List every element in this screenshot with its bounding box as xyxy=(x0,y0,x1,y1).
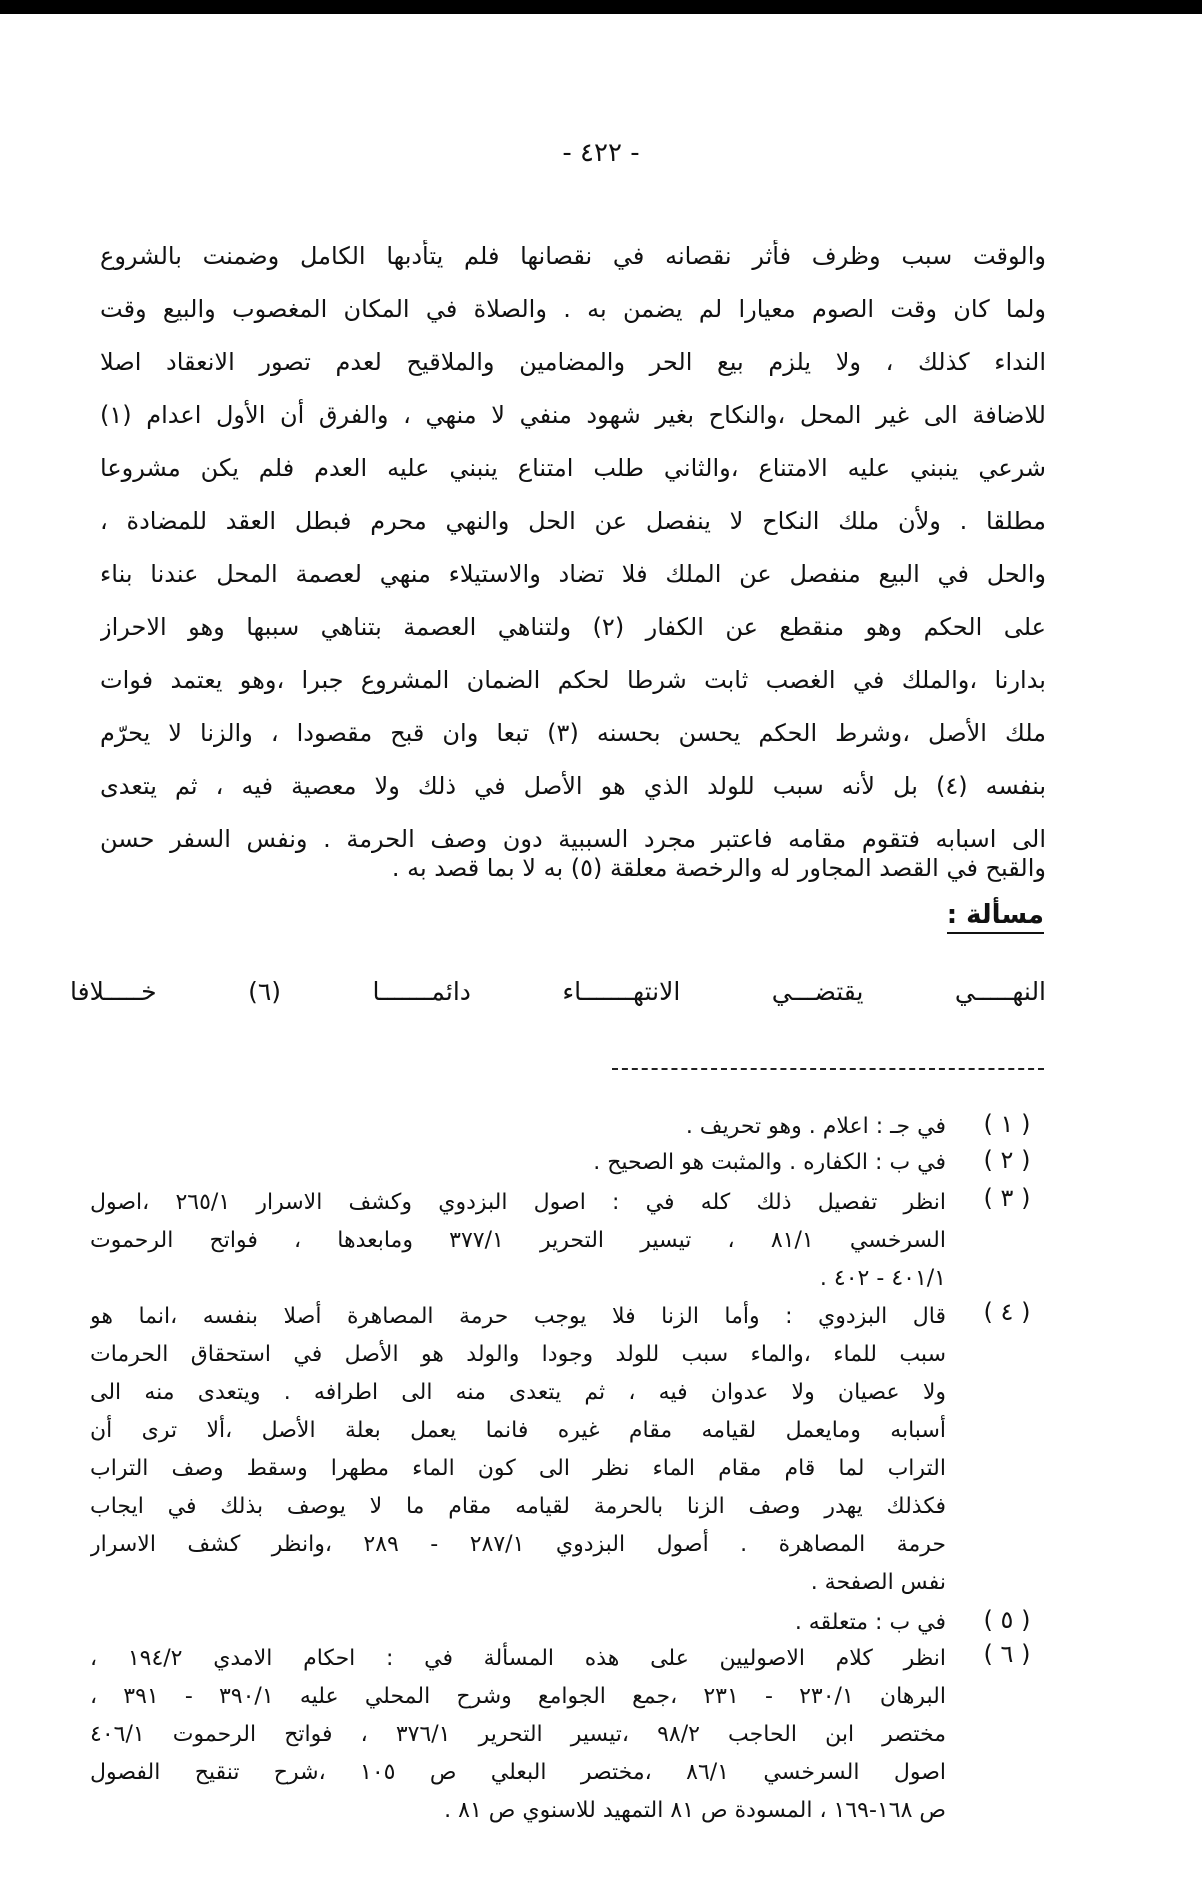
footnote-text xyxy=(90,1184,946,1298)
footnote-line: قال البزدوي : وأما الزنا فلا يوجب حرمة المصاهرة أصلا بنفسه ،انما هو xyxy=(90,1304,946,1329)
footnote-line: اصول السرخسي ٨٦/١ ،مختصر البعلي ص ١٠٥ ،شرح تنقيح الفصول xyxy=(90,1760,946,1785)
body-line: ولما كان وقت الصوم معيارا لم يضمن به . والصلاة في المكان المغصوب والبيع وقت xyxy=(100,295,1046,323)
footnote-line: انظر كلام الاصوليين على هذه المسألة في : احكام الامدي ١٩٤/٢ ، xyxy=(90,1646,946,1671)
footnote-line: فكذلك يهدر وصف الزنا بالحرمة لقيامه مقام ما لا يوصف بذلك في ايجاب xyxy=(90,1494,946,1519)
footnote-number: ( ١ ) xyxy=(983,1110,1031,1138)
footnote-text xyxy=(90,1110,946,1144)
footnote-line: التراب لما قام مقام الماء نظر الى كون الماء مطهرا وسقط وصف التراب xyxy=(90,1456,946,1481)
scan-top-border xyxy=(0,0,1202,14)
footnote-line: ٤٠١/١ - ٤٠٢ . xyxy=(819,1266,946,1291)
footnote-number: ( ٤ ) xyxy=(983,1298,1031,1326)
footnote xyxy=(90,1110,1042,1144)
footnote-line: ص ١٦٨-١٦٩ ، المسودة ص ٨١ التمهيد للاسنوي ص ٨١ . xyxy=(444,1798,946,1823)
footnote-line: في ب : الكفاره . والمثبت هو الصحيح . xyxy=(593,1150,946,1175)
body-line: الى اسبابه فتقوم مقامه فاعتبر مجرد السببية دون وصف الحرمة . ونفس السفر حسن xyxy=(100,825,1046,853)
footnote-line: ولا عصيان ولا عدوان فيه ، ثم يتعدى منه الى اطرافه . ويتعدى منه الى xyxy=(90,1380,946,1405)
footnote xyxy=(90,1640,1042,1840)
footnote-text xyxy=(90,1146,946,1180)
body-line: بنفسه (٤) بل لأنه سبب للولد الذي هو الأصل في ذلك ولا معصية فيه ، ثم يتعدى xyxy=(100,772,1046,800)
footnote-number: ( ٥ ) xyxy=(983,1606,1031,1634)
footnote xyxy=(90,1298,1042,1608)
footnote-line: حرمة المصاهرة . أصول البزدوي ٢٨٧/١ - ٢٨٩ ،وانظر كشف الاسرار xyxy=(90,1532,946,1557)
body-line: شرعي ينبني عليه الامتناع ،والثاني طلب امتناع ينبني عليه العدم فلم يكن مشروعا xyxy=(100,454,1046,482)
body-line: النداء كذلك ، ولا يلزم بيع الحر والمضامين والملاقيح لعدم تصور الانعقاد اصلا xyxy=(100,348,1046,376)
footnote-separator xyxy=(612,1068,1044,1070)
section-heading: مسألة : xyxy=(947,900,1044,934)
footnote xyxy=(90,1606,1042,1640)
footnote-line: نفس الصفحة . xyxy=(810,1570,946,1595)
section-opening-line: النهـــــي يقتضـــي الانتهـــــــاء دائمـــــــا (٦) خـــــلافا xyxy=(70,977,1047,1006)
footnote-line: السرخسي ٨١/١ ، تيسير التحرير ٣٧٧/١ ومابعدها ، فواتح الرحموت xyxy=(90,1228,946,1253)
footnote-number: ( ٢ ) xyxy=(983,1146,1031,1174)
footnote xyxy=(90,1184,1042,1291)
body-line: مطلقا . ولأن ملك النكاح لا ينفصل عن الحل والنهي محرم فبطل العقد للمضادة ، xyxy=(100,507,1046,535)
footnote-line: البرهان ٢٣٠/١ - ٢٣١ ،جمع الجوامع وشرح المحلي عليه ٣٩٠/١ - ٣٩١ ، xyxy=(90,1684,946,1709)
footnote-line: في جـ : اعلام . وهو تحريف . xyxy=(685,1114,946,1139)
body-line: للاضافة الى غير المحل ،والنكاح بغير شهود منفي لا منهي ، والفرق أن الأول اعدام (١) xyxy=(100,401,1046,429)
footnote-line: سبب للماء ،والماء سبب للولد وجودا والولد هو الأصل في استحقاق الحرمات xyxy=(90,1342,946,1367)
body-line: بدارنا ،والملك في الغصب ثابت شرطا لحكم الضمان المشروع جبرا ،وهو يعتمد فوات xyxy=(100,666,1046,694)
page-number: - ٤٢٢ - xyxy=(562,138,640,168)
footnote-line: مختصر ابن الحاجب ٩٨/٢ ،تيسير التحرير ٣٧٦/١ ، فواتح الرحموت ٤٠٦/١ xyxy=(90,1722,946,1747)
footnote-line: أسبابه ومايعمل لقيامه مقام غيره فانما يعمل بعلة الأصل ،ألا ترى أن xyxy=(90,1418,946,1443)
footnote-text xyxy=(90,1606,946,1640)
footnote-number: ( ٣ ) xyxy=(983,1184,1031,1212)
footnote-text xyxy=(90,1640,946,1830)
body-line: والحل في البيع منفصل عن الملك فلا تضاد والاستيلاء منهي لعصمة المحل عندنا بناء xyxy=(100,560,1046,588)
footnote xyxy=(90,1146,1042,1180)
body-line: ملك الأصل ،وشرط الحكم يحسن بحسنه (٣) تبعا وان قبح مقصودا ، والزنا لا يحرّم xyxy=(100,719,1046,747)
body-line: والوقت سبب وظرف فأثر نقصانه في نقصانها فلم يتأدبها الكامل وضمنت بالشروع xyxy=(100,242,1046,270)
footnote-text xyxy=(90,1298,946,1602)
body-line: والقبح في القصد المجاور له والرخصة معلقة (٥) به لا بما قصد به . xyxy=(391,854,1046,882)
body-line: على الحكم وهو منقطع عن الكفار (٢) ولتناهي العصمة بتناهي سببها وهو الاحراز xyxy=(100,613,1046,641)
footnote-line: انظر تفصيل ذلك كله في : اصول البزدوي وكشف الاسرار ٢٦٥/١ ،اصول xyxy=(90,1190,946,1215)
footnote-line: في ب : متعلقه . xyxy=(794,1610,946,1635)
footnote-number: ( ٦ ) xyxy=(983,1640,1031,1668)
